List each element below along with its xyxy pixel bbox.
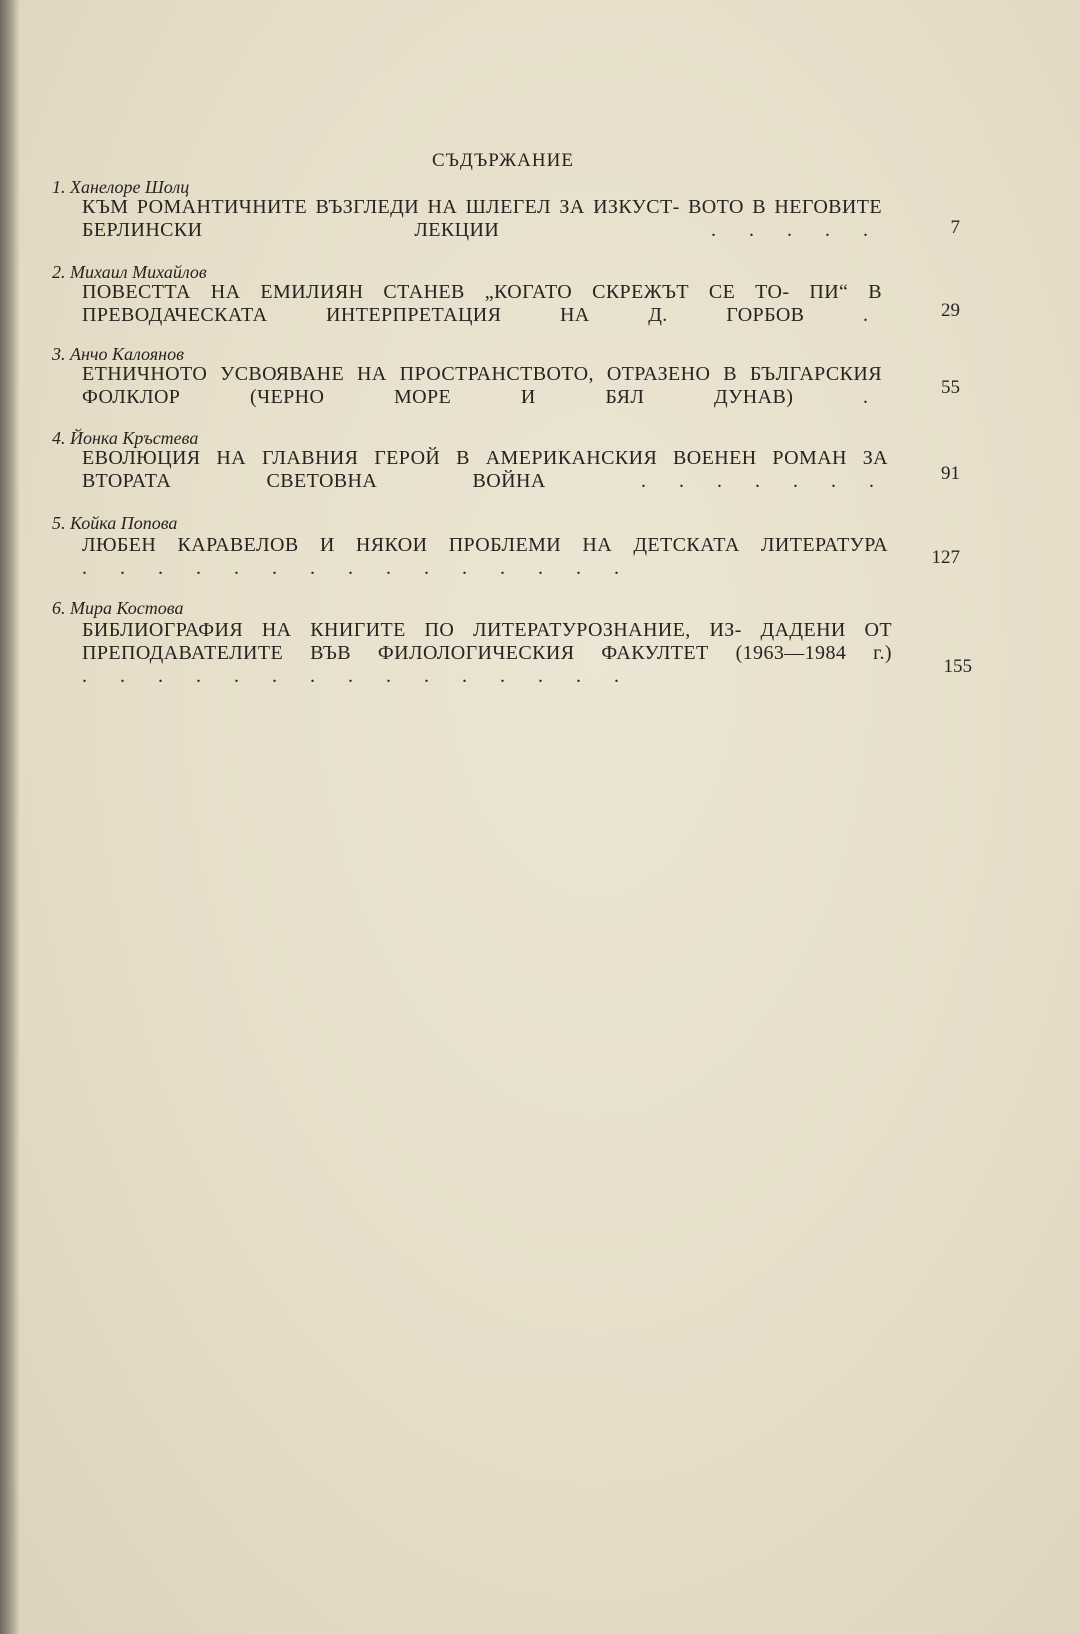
author-name: Мира Костова [70,598,184,618]
toc-entry-author [52,177,189,198]
toc-entry-page: 7 [950,217,960,238]
author-name: Анчо Калоянов [70,344,184,364]
toc-entry-number: 4. [52,428,66,448]
toc-entry-author [52,344,184,365]
toc-entry-title: ЕВОЛЮЦИЯ НА ГЛАВНИЯ ГЕРОЙ В АМЕРИКАНСКИЯ ВОЕНЕН РОМАН ЗА ВТОРАТА СВЕТОВНА ВОЙНА . . . . . . . [82,447,888,492]
toc-entry-page: 29 [941,300,960,321]
author-name: Михаил Михайлов [70,262,207,282]
toc-entry-page: 55 [941,377,960,398]
toc-entry-author [52,262,207,283]
author-name: Койка Попова [70,513,178,533]
toc-entry-author [52,598,183,619]
toc-entry-title: ПОВЕСТТА НА ЕМИЛИЯН СТАНЕВ „КОГАТО СКРЕЖЪТ СЕ ТО- ПИ“ В ПРЕВОДАЧЕСКАТА ИНТЕРПРЕТАЦИЯ НА Д. ГОРБОВ . [82,281,883,326]
leader-dots: . . . . . . . . . . . . . . . [82,665,633,687]
leader-dots: . [863,386,882,408]
toc-entry-number: 2. [52,262,66,282]
toc-entry-number: 5. [52,513,66,533]
toc-entry-title: ЛЮБЕН КАРАВЕЛОВ И НЯКОИ ПРОБЛЕМИ НА ДЕТСКАТА ЛИТЕРАТУРА . . . . . . . . . . . . . . . [82,534,888,579]
toc-entry-title: БИБЛИОГРАФИЯ НА КНИГИТЕ ПО ЛИТЕРАТУРОЗНАНИЕ, ИЗ- ДАДЕНИ ОТ ПРЕПОДАВАТЕЛИТЕ ВЪВ ФИЛОЛОГИЧЕСКИЯ ФАКУЛТЕТ (1963—1984 г.) . . . . . . . . . . . . . . . [82,619,892,687]
author-name: Ханелоре Шолц [70,177,190,197]
toc-entry-title: ЕТНИЧНОТО УСВОЯВАНЕ НА ПРОСТРАНСТВОТО, ОТРАЗЕНО В БЪЛГАРСКИЯ ФОЛКЛОР (ЧЕРНО МОРЕ И БЯЛ ДУНАВ) . [82,363,882,408]
toc-entry-title: КЪМ РОМАНТИЧНИТЕ ВЪЗГЛЕДИ НА ШЛЕГЕЛ ЗА ИЗКУСТ- ВОТО В НЕГОВИТЕ БЕРЛИНСКИ ЛЕКЦИИ . . . . . [82,196,882,241]
toc-entry-page: 155 [943,656,972,677]
leader-dots: . . . . . [711,219,882,241]
leader-dots: . [863,304,883,326]
book-spine-shadow [0,0,20,1634]
toc-entry-author [52,513,177,534]
toc-entry-page: 127 [931,547,960,568]
author-name: Йонка Кръстева [70,428,199,448]
toc-entry-author [52,428,198,449]
leader-dots: . . . . . . . [641,470,888,492]
toc-entry-number: 6. [52,598,66,618]
toc-heading: СЪДЪРЖАНИЕ [432,150,574,171]
toc-entry-number: 1. [52,177,66,197]
toc-entry-number: 3. [52,344,66,364]
leader-dots: . . . . . . . . . . . . . . . [82,557,633,579]
toc-entry-page: 91 [941,463,960,484]
